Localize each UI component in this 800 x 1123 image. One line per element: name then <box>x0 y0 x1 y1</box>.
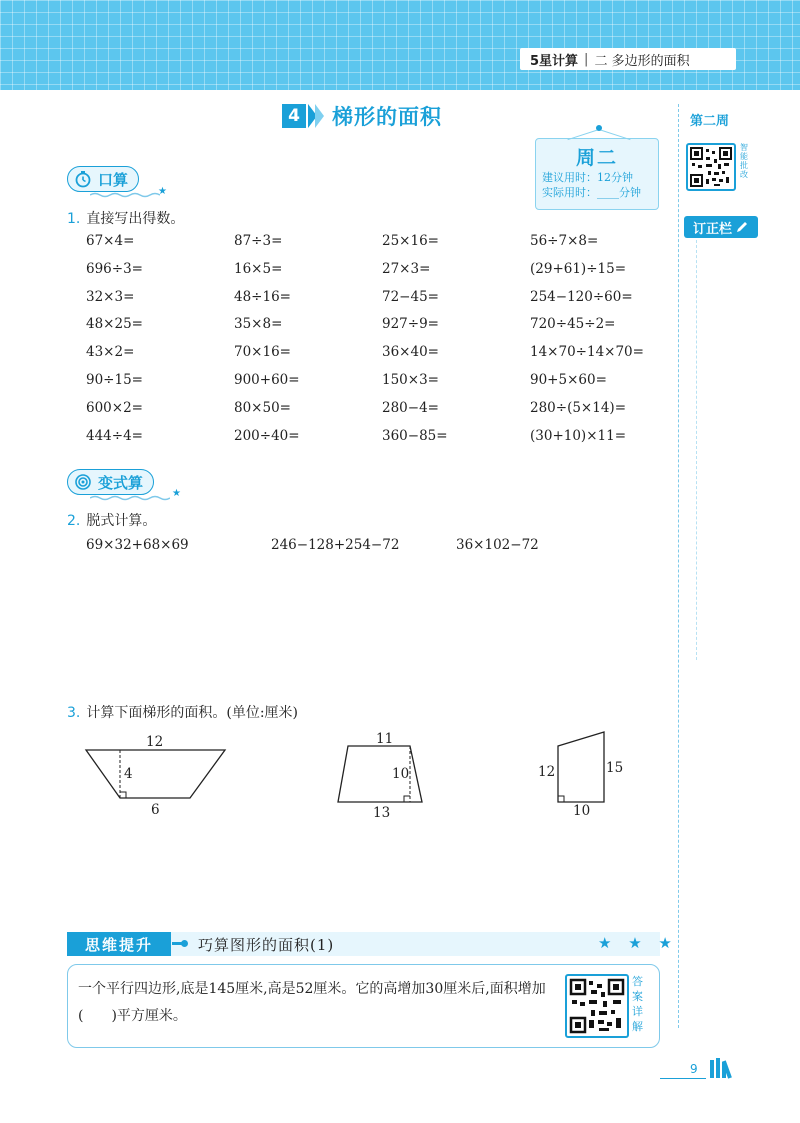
lesson-title-text: 梯形的面积 <box>332 105 442 129</box>
answer-qr-code-icon[interactable] <box>565 974 629 1038</box>
qr-code-icon[interactable] <box>686 143 736 191</box>
q1-item: 48×25= <box>86 316 143 333</box>
star-icon: ★ <box>158 186 167 197</box>
day-card <box>535 138 659 210</box>
q1-item: 150×3= <box>382 372 439 388</box>
section-variant-calc <box>67 469 154 495</box>
fig3-left-label: 12 <box>538 764 556 780</box>
connector-dot-icon <box>181 940 188 947</box>
q1-item: 696÷3= <box>86 260 143 277</box>
q1-item: 360−85= <box>382 427 448 444</box>
section-oral-calc <box>67 166 139 192</box>
q1-item: 16×5= <box>234 260 283 277</box>
suggested-time: 建议用时：12分钟 <box>542 171 633 184</box>
q1-item: 927÷9= <box>382 316 439 333</box>
wave-decoration <box>90 192 160 198</box>
page-number: 9 <box>690 1062 698 1076</box>
q1-item: 32×3= <box>86 288 135 305</box>
day-name: 周二 <box>575 147 618 169</box>
q1-item: 280−4= <box>382 399 439 416</box>
q1-item: 36×40= <box>382 344 439 361</box>
q2-prompt: 脱式计算。 <box>86 513 157 529</box>
books-icon <box>710 1058 740 1080</box>
trapezoid-figure-3 <box>552 728 612 806</box>
pencil-icon <box>735 220 749 234</box>
q1-item: 56÷7×8= <box>530 233 599 249</box>
difficulty-stars: ★ ★ ★ <box>598 934 678 952</box>
q1-number: 1. <box>67 211 81 227</box>
q1-item: 200÷40= <box>234 427 300 444</box>
thinking-tag: 思维提升 <box>67 932 171 956</box>
q1-item: 444÷4= <box>86 427 143 444</box>
q1-item: 254−120÷60= <box>530 288 633 305</box>
q1-item: (30+10)×11= <box>530 427 627 444</box>
header-brand: 5星计算 <box>530 53 579 69</box>
thinking-text: 一个平行四边形,底是145厘米,高是52厘米。它的高增加30厘米后,面积增加( )平方厘米。 <box>78 981 546 1024</box>
sidebar-divider <box>678 104 679 1028</box>
q1-item: 900+60= <box>234 372 300 388</box>
q3-heading <box>67 702 298 722</box>
q1-item: 87÷3= <box>234 233 283 249</box>
q1-item: 720÷45÷2= <box>530 316 616 333</box>
thinking-title: 巧算图形的面积(1) <box>198 936 335 954</box>
sidebar-qr-caption: 智能批改 <box>740 143 748 179</box>
q1-item: 25×16= <box>382 233 439 249</box>
q3-prompt: 计算下面梯形的面积。(单位:厘米) <box>86 705 298 721</box>
trapezoid-figure-2 <box>334 744 434 810</box>
q1-item: 90+5×60= <box>530 372 607 388</box>
q1-item: 70×16= <box>234 344 291 361</box>
footer-line <box>660 1078 706 1079</box>
chevron-icon <box>315 104 324 128</box>
section-variant-calc-title: 变式算 <box>98 473 144 492</box>
fig1-top-label: 12 <box>146 734 164 750</box>
top-banner <box>0 0 800 90</box>
header-tag <box>520 48 736 70</box>
fig1-height-label: 4 <box>124 766 133 782</box>
hanger-dot-icon <box>596 125 602 131</box>
actual-time: 实际用时：____分钟 <box>542 186 641 199</box>
wave-decoration <box>90 495 170 501</box>
q2-item: 36×102−72 <box>456 537 539 553</box>
q1-item: 90÷15= <box>86 372 143 388</box>
section-oral-calc-title: 口算 <box>98 170 129 189</box>
sidebar-week: 第二周 <box>690 114 730 129</box>
fig1-bottom-label: 6 <box>151 802 160 818</box>
q2-number: 2. <box>67 513 81 529</box>
lesson-title <box>282 102 442 130</box>
correction-label: 订正栏 <box>692 221 732 237</box>
header-separator: | <box>584 51 589 67</box>
fig2-bottom-label: 13 <box>373 805 391 821</box>
q1-item: 14×70÷14×70= <box>530 344 644 361</box>
q1-item: (29+61)÷15= <box>530 260 627 277</box>
q1-item: 80×50= <box>234 399 291 416</box>
q1-item: 280÷(5×14)= <box>530 399 627 416</box>
q1-item: 43×2= <box>86 344 135 361</box>
q1-heading <box>67 208 184 228</box>
q1-item: 72−45= <box>382 288 439 305</box>
answer-qr-caption: 答案详解 <box>632 975 643 1033</box>
star-icon: ★ <box>172 488 181 499</box>
q2-item: 69×32+68×69 <box>86 537 189 553</box>
fig3-right-label: 15 <box>606 760 624 776</box>
q3-number: 3. <box>67 705 81 721</box>
q2-item: 246−128+254−72 <box>271 537 400 553</box>
q2-heading <box>67 510 156 530</box>
q1-prompt: 直接写出得数。 <box>86 211 185 227</box>
q1-item: 27×3= <box>382 260 431 277</box>
sidebar-correction-area <box>696 240 697 660</box>
header-unit: 二 多边形的面积 <box>594 53 690 69</box>
q1-item: 600×2= <box>86 399 143 416</box>
lesson-number: 4 <box>282 104 306 128</box>
fig3-bottom-label: 10 <box>573 803 591 819</box>
correction-tag <box>684 216 758 238</box>
q1-item: 35×8= <box>234 316 283 333</box>
stopwatch-icon <box>74 170 92 188</box>
q1-item: 67×4= <box>86 233 135 249</box>
fig2-height-label: 10 <box>392 766 410 782</box>
target-icon <box>74 473 92 491</box>
q1-item: 48÷16= <box>234 288 291 305</box>
fig2-top-label: 11 <box>376 731 394 747</box>
